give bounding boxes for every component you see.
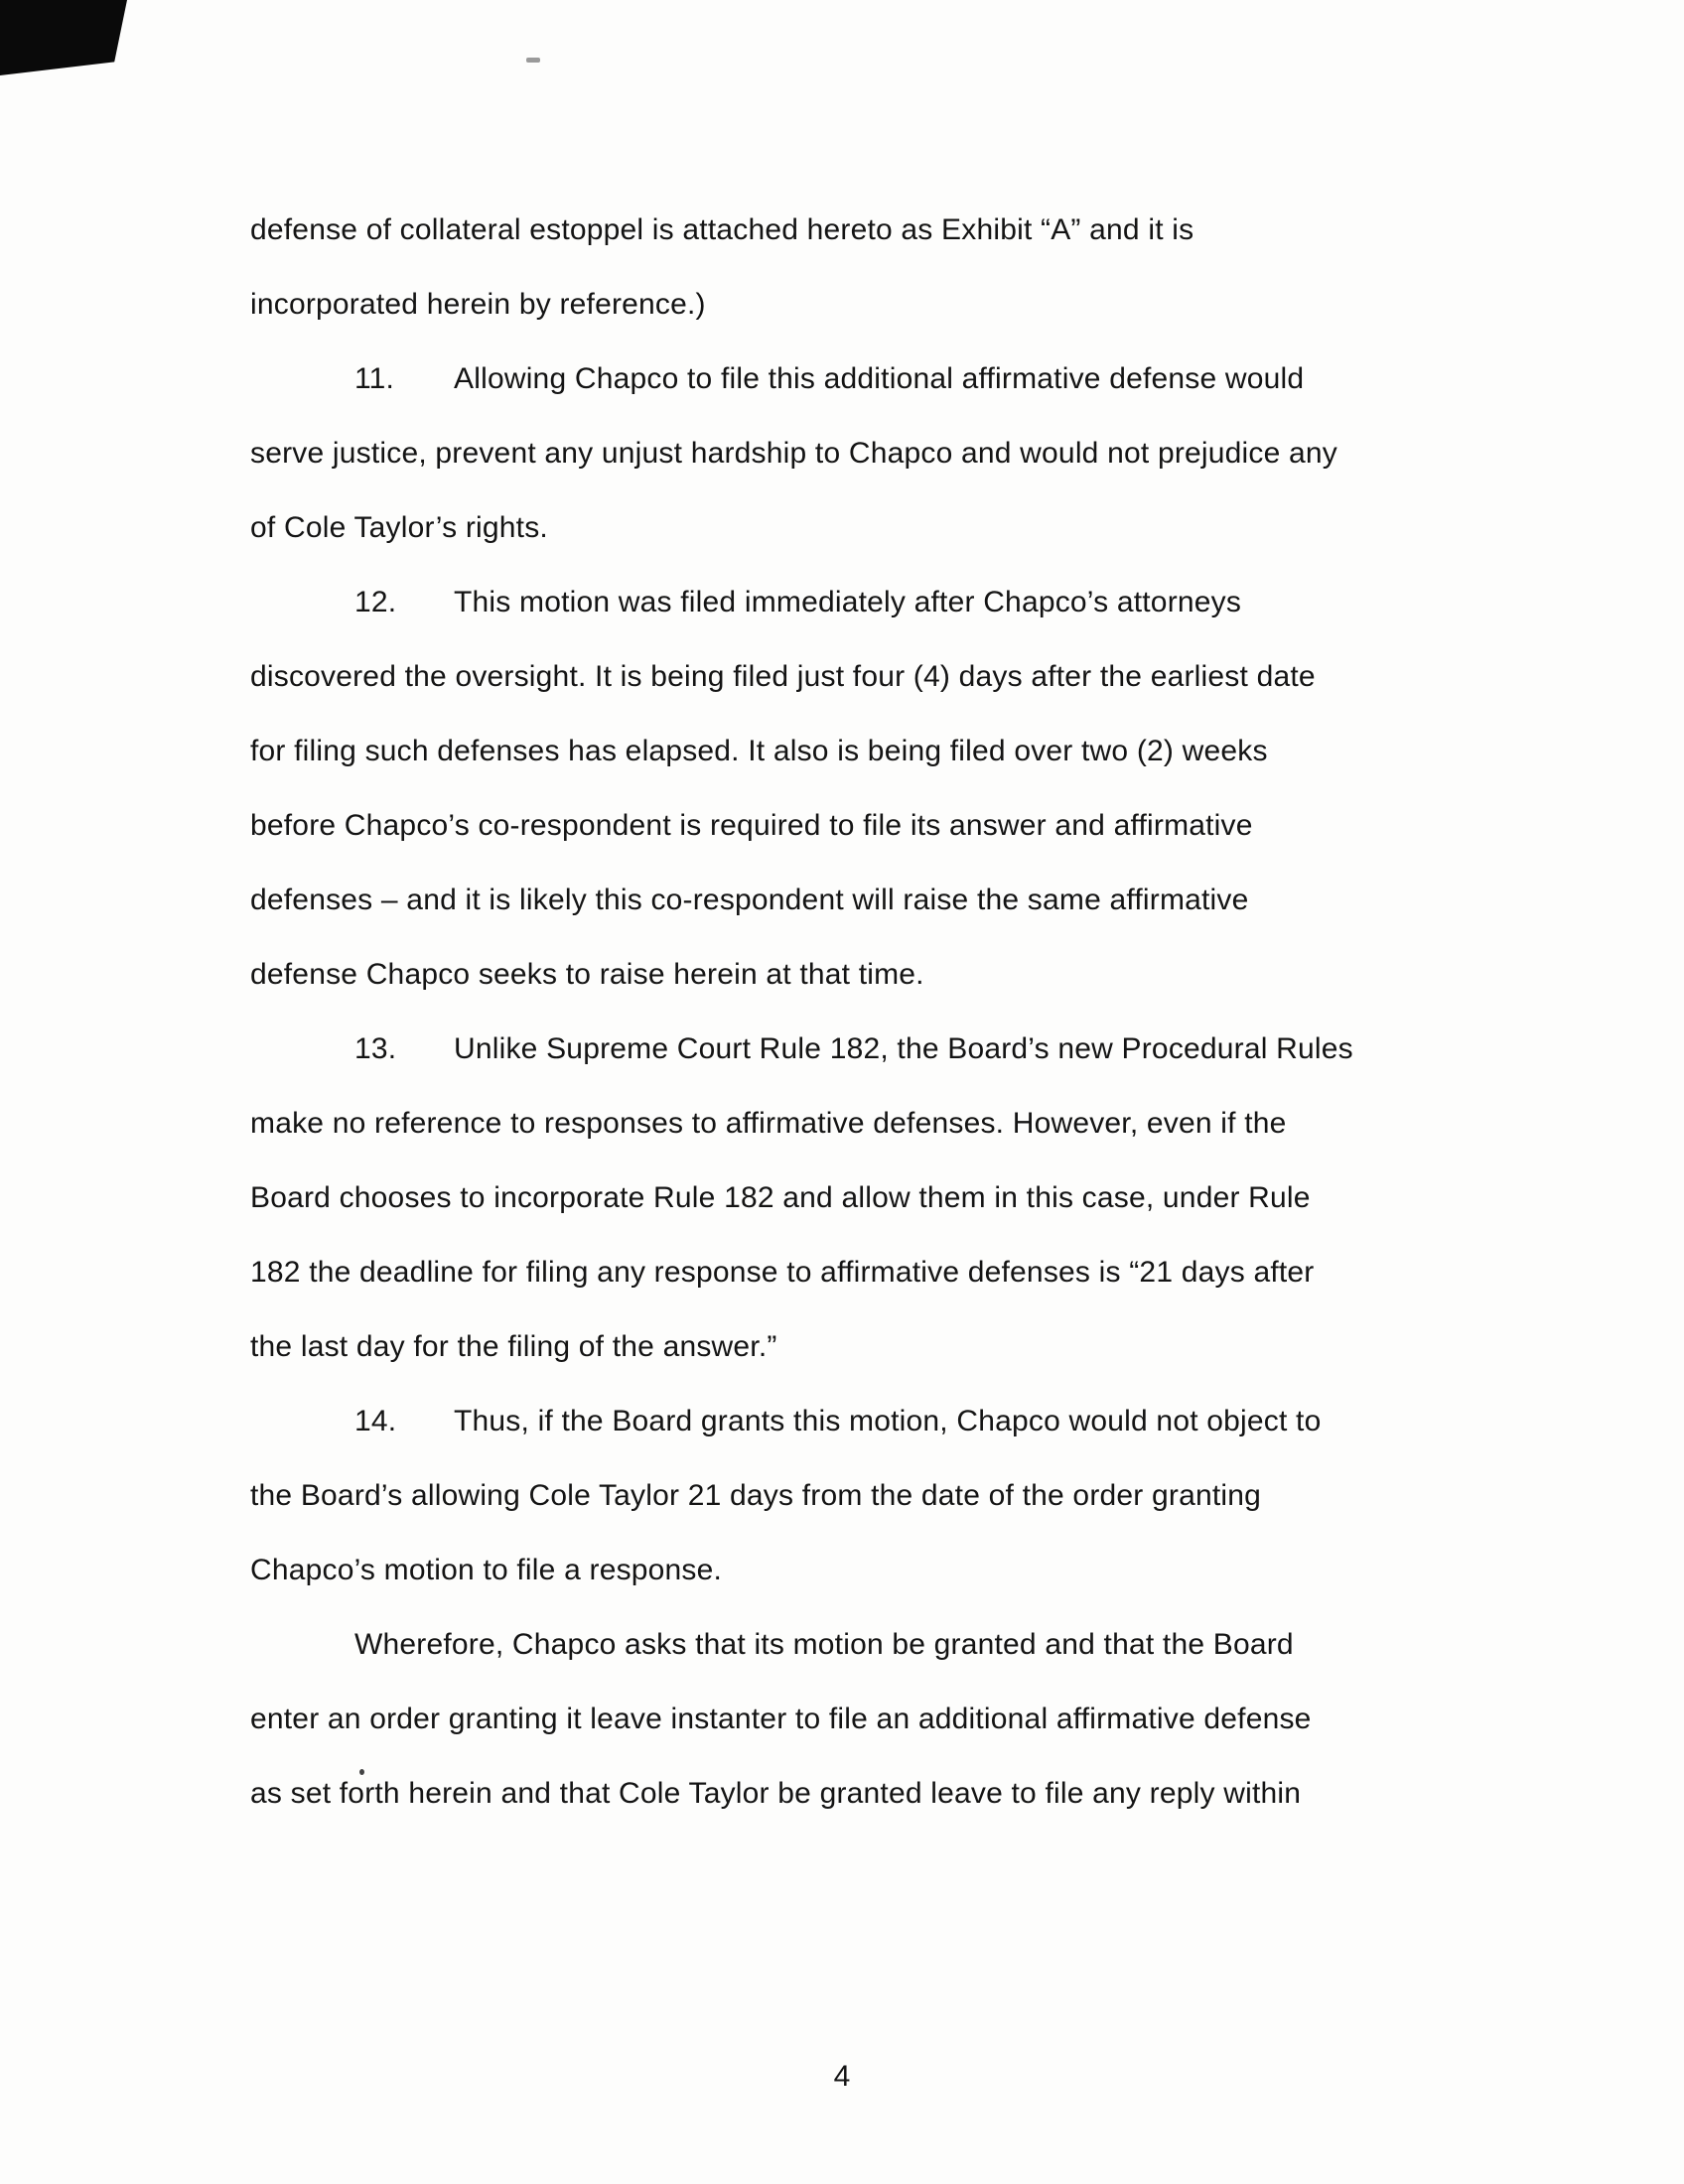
page-number: 4 xyxy=(833,2060,851,2093)
line-text: as set forth herein and that Cole Taylor be granted leave to file any reply within xyxy=(250,1777,1302,1810)
text-line xyxy=(250,267,1481,341)
text-line xyxy=(250,341,1481,416)
scan-artifact-corner xyxy=(0,0,127,75)
document-body xyxy=(250,193,1481,1831)
line-text: enter an order granting it leave instanter to file an additional affirmative defense xyxy=(250,1703,1312,1735)
line-text: defense of collateral estoppel is attached hereto as Exhibit “A” and it is xyxy=(250,213,1194,246)
text-line xyxy=(250,1086,1481,1160)
line-text: of Cole Taylor’s rights. xyxy=(250,511,548,544)
line-text: the Board’s allowing Cole Taylor 21 days from the date of the order granting xyxy=(250,1479,1262,1512)
text-line xyxy=(250,1756,1481,1831)
line-text: Board chooses to incorporate Rule 182 and allow them in this case, under Rule xyxy=(250,1181,1311,1214)
text-line xyxy=(250,565,1481,639)
line-text: discovered the oversight. It is being filed just four (4) days after the earliest date xyxy=(250,660,1316,693)
text-line xyxy=(250,1235,1481,1309)
paragraph-number: 14. xyxy=(354,1405,397,1437)
text-line xyxy=(250,714,1481,788)
text-line xyxy=(250,1160,1481,1235)
text-line xyxy=(250,416,1481,490)
text-line xyxy=(250,863,1481,937)
line-text: the last day for the filing of the answer.” xyxy=(250,1330,777,1363)
text-line xyxy=(250,193,1481,267)
text-line xyxy=(250,1012,1481,1086)
line-text: defense Chapco seeks to raise herein at that time. xyxy=(250,958,924,991)
scan-artifact-speck xyxy=(526,58,540,63)
line-text: Wherefore, Chapco asks that its motion be granted and that the Board xyxy=(354,1628,1294,1661)
paragraph-number: 12. xyxy=(354,586,397,618)
text-line xyxy=(250,788,1481,863)
text-line xyxy=(250,1309,1481,1384)
line-text: Chapco’s motion to file a response. xyxy=(250,1554,723,1586)
line-text: This motion was filed immediately after Chapco’s attorneys xyxy=(454,586,1242,618)
text-line xyxy=(250,1384,1481,1458)
line-text: for filing such defenses has elapsed. It also is being filed over two (2) weeks xyxy=(250,735,1268,767)
text-line xyxy=(250,639,1481,714)
text-line xyxy=(250,1682,1481,1756)
line-text: incorporated herein by reference.) xyxy=(250,288,706,321)
line-text: defenses – and it is likely this co-respondent will raise the same affirmative xyxy=(250,884,1249,916)
text-line xyxy=(250,490,1481,565)
text-line xyxy=(250,1533,1481,1607)
line-text: before Chapco’s co-respondent is required to file its answer and affirmative xyxy=(250,809,1253,842)
text-line xyxy=(250,937,1481,1012)
text-line xyxy=(250,1607,1481,1682)
line-text: make no reference to responses to affirmative defenses. However, even if the xyxy=(250,1107,1287,1140)
paragraph-number: 13. xyxy=(354,1032,397,1065)
paragraph-number: 11. xyxy=(354,362,395,395)
line-text: 182 the deadline for filing any response to affirmative defenses is “21 days after xyxy=(250,1256,1315,1289)
line-text: Unlike Supreme Court Rule 182, the Board’s new Procedural Rules xyxy=(454,1032,1353,1065)
line-text: serve justice, prevent any unjust hardship to Chapco and would not prejudice any xyxy=(250,437,1337,470)
line-text: Allowing Chapco to file this additional affirmative defense would xyxy=(454,362,1305,395)
text-line xyxy=(250,1458,1481,1533)
line-text: Thus, if the Board grants this motion, Chapco would not object to xyxy=(454,1405,1322,1437)
